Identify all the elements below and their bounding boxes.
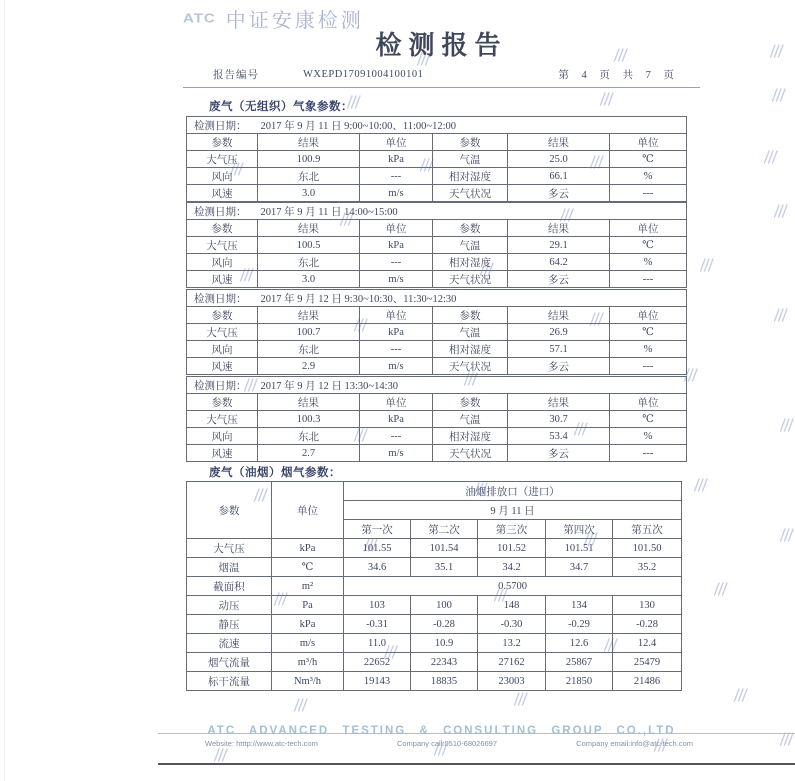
data-cell: 100.3: [258, 411, 360, 428]
column-header: 参数: [187, 307, 258, 324]
detect-date-row: [187, 117, 687, 134]
data-cell: 25.0: [508, 151, 610, 168]
value-cell: 101.52: [478, 539, 546, 558]
value-cell: 34.6: [344, 558, 411, 577]
value-cell: 101.54: [411, 539, 478, 558]
data-cell: 气温: [433, 151, 508, 168]
column-header: 结果: [258, 307, 360, 324]
smoke-data-row: [187, 577, 682, 596]
value-cell: 100: [411, 596, 478, 615]
data-cell: 东北: [258, 168, 360, 185]
smoke-data-row: [187, 672, 682, 691]
data-cell: 风速: [187, 185, 258, 202]
value-cell: 148: [478, 596, 546, 615]
smoke-header-row-1: [187, 482, 682, 501]
data-cell: 多云: [508, 185, 610, 202]
data-cell: ---: [610, 185, 687, 202]
data-cell: 大气压: [187, 237, 258, 254]
data-cell: %: [610, 168, 687, 185]
weather-data-row: [187, 254, 687, 271]
value-cell: 21850: [546, 672, 613, 691]
weather-table-1: [186, 116, 687, 202]
page-bottom-edge: [158, 763, 795, 765]
data-cell: %: [610, 254, 687, 271]
value-cell: 130: [613, 596, 682, 615]
watermark-icon: [770, 88, 787, 107]
detect-date-cell: [187, 290, 687, 307]
column-header: 结果: [258, 134, 360, 151]
weather-table-4: [186, 376, 687, 462]
param-cell: 大气压: [187, 539, 272, 558]
logo-company-name: 中证安康检测: [225, 10, 364, 32]
value-cell: -0.28: [613, 615, 682, 634]
trial-header: 第一次: [344, 520, 411, 539]
footer-website: Website: htttp://www.atc-tech.com: [205, 739, 318, 748]
column-header: 单位: [360, 220, 433, 237]
column-header: 参数: [187, 134, 258, 151]
unit-cell: kPa: [272, 539, 344, 558]
footer-email: Company email:info@atc-tech.com: [576, 739, 693, 748]
footer-contacts: [205, 739, 693, 748]
smoke-data-row: [187, 615, 682, 634]
detect-date-cell: [187, 117, 687, 134]
date-header: 9 月 11 日: [344, 501, 682, 520]
detect-date-row: [187, 290, 687, 307]
column-header: 单位: [610, 394, 687, 411]
data-cell: kPa: [360, 324, 433, 341]
watermark-icon: [778, 528, 795, 547]
param-cell: 烟温: [187, 558, 272, 577]
data-cell: ℃: [610, 237, 687, 254]
column-header: 结果: [508, 134, 610, 151]
weather-data-row: [187, 358, 687, 375]
page-title: 检测报告: [375, 31, 508, 60]
data-cell: 26.9: [508, 324, 610, 341]
weather-data-row: [187, 168, 687, 185]
weather-data-row: [187, 445, 687, 462]
atc-logo-icon: ATC: [183, 11, 216, 26]
data-cell: m/s: [360, 445, 433, 462]
smoke-gas-table: [186, 481, 682, 691]
value-cell: 101.55: [344, 539, 411, 558]
unit-cell: Nm³/h: [272, 672, 344, 691]
trial-header: 第二次: [411, 520, 478, 539]
smoke-data-row: [187, 653, 682, 672]
smoke-data-row: [187, 558, 682, 577]
weather-data-row: [187, 428, 687, 445]
footer-company-name: ATC ADVANCED TESTING & CONSULTING GROUP CO.,LTD: [207, 725, 676, 737]
watermark-icon: [778, 418, 795, 437]
data-cell: 30.7: [508, 411, 610, 428]
data-cell: 100.7: [258, 324, 360, 341]
unit-cell: kPa: [272, 615, 344, 634]
column-header: 结果: [258, 220, 360, 237]
data-cell: 风向: [187, 341, 258, 358]
data-cell: ℃: [610, 411, 687, 428]
smoke-data-row: [187, 634, 682, 653]
detect-date-row: [187, 203, 687, 220]
scan-edge-line: [4, 0, 5, 781]
data-cell: 气温: [433, 324, 508, 341]
data-cell: 风向: [187, 168, 258, 185]
weather-header-row: [187, 220, 687, 237]
value-cell: -0.30: [478, 615, 546, 634]
data-cell: 100.9: [258, 151, 360, 168]
weather-data-row: [187, 324, 687, 341]
data-cell: 57.1: [508, 341, 610, 358]
data-cell: %: [610, 341, 687, 358]
value-cell: 35.1: [411, 558, 478, 577]
column-header-param: 参数: [187, 482, 272, 539]
data-cell: 东北: [258, 428, 360, 445]
data-cell: 2.7: [258, 445, 360, 462]
column-header: 单位: [610, 220, 687, 237]
value-cell: 103: [344, 596, 411, 615]
trial-header: 第五次: [613, 520, 682, 539]
report-number-label: 报告编号: [213, 69, 259, 81]
value-cell: 22652: [344, 653, 411, 672]
data-cell: ---: [360, 428, 433, 445]
data-cell: m/s: [360, 185, 433, 202]
footer-phone: Company call:0510-68026697: [396, 739, 498, 748]
watermark-icon: [692, 478, 709, 497]
data-cell: %: [610, 428, 687, 445]
detect-date-value: 2017 年 9 月 11 日 9:00~10:00、11:00~12:00: [260, 120, 457, 132]
data-cell: 大气压: [187, 151, 258, 168]
data-cell: ---: [360, 341, 433, 358]
detect-date-row: [187, 377, 687, 394]
data-cell: 64.2: [508, 254, 610, 271]
report-number-value: WXEPD17091004100101: [303, 68, 424, 80]
value-cell: 34.7: [546, 558, 613, 577]
watermark-icon: [698, 258, 715, 277]
value-cell: 11.0: [344, 634, 411, 653]
data-cell: 29.1: [508, 237, 610, 254]
unit-cell: ℃: [272, 558, 344, 577]
data-cell: 大气压: [187, 324, 258, 341]
data-cell: 3.0: [258, 271, 360, 288]
data-cell: ---: [610, 445, 687, 462]
unit-cell: m/s: [272, 634, 344, 653]
data-cell: 相对湿度: [433, 428, 508, 445]
weather-header-row: [187, 134, 687, 151]
report-number-row: [183, 61, 700, 88]
column-header: 单位: [610, 134, 687, 151]
watermark-icon: [772, 308, 789, 327]
data-cell: 多云: [508, 445, 610, 462]
data-cell: 东北: [258, 341, 360, 358]
watermark-icon: [732, 688, 749, 707]
value-cell: 13.2: [478, 634, 546, 653]
param-cell: 烟气流量: [187, 653, 272, 672]
data-cell: ---: [610, 271, 687, 288]
value-cell: 134: [546, 596, 613, 615]
column-header: 结果: [508, 307, 610, 324]
data-cell: 53.4: [508, 428, 610, 445]
value-cell: -0.31: [344, 615, 411, 634]
data-cell: 多云: [508, 358, 610, 375]
weather-data-row: [187, 151, 687, 168]
watermark-icon: [292, 698, 309, 717]
value-cell: 101.50: [613, 539, 682, 558]
data-cell: ---: [360, 168, 433, 185]
trial-header: 第四次: [546, 520, 613, 539]
column-header: 参数: [187, 220, 258, 237]
detect-date-label: 检测日期：: [194, 120, 247, 132]
data-cell: 气温: [433, 411, 508, 428]
column-header: 结果: [258, 394, 360, 411]
data-cell: kPa: [360, 151, 433, 168]
weather-header-row: [187, 394, 687, 411]
unit-cell: m³/h: [272, 653, 344, 672]
data-cell: 100.5: [258, 237, 360, 254]
column-header: 结果: [508, 394, 610, 411]
param-cell: 动压: [187, 596, 272, 615]
data-cell: kPa: [360, 411, 433, 428]
detect-date-value: 2017 年 9 月 12 日 13:30~14:30: [260, 380, 399, 392]
column-header: 单位: [360, 394, 433, 411]
data-cell: 天气状况: [433, 271, 508, 288]
value-cell: 12.6: [546, 634, 613, 653]
value-cell: -0.28: [411, 615, 478, 634]
data-cell: 多云: [508, 271, 610, 288]
data-cell: m/s: [360, 271, 433, 288]
data-cell: 相对湿度: [433, 168, 508, 185]
data-cell: 3.0: [258, 185, 360, 202]
value-cell: 25479: [613, 653, 682, 672]
data-cell: ---: [610, 358, 687, 375]
outlet-header: 油烟排放口（进口）: [344, 482, 682, 501]
watermark-icon: [762, 150, 779, 169]
weather-table-3: [186, 289, 687, 375]
weather-table-2: [186, 202, 687, 288]
data-cell: 东北: [258, 254, 360, 271]
smoke-data-row: [187, 539, 682, 558]
value-cell: 12.4: [613, 634, 682, 653]
weather-data-row: [187, 411, 687, 428]
watermark-icon: [768, 44, 785, 63]
value-cell: 34.2: [478, 558, 546, 577]
value-cell: 22343: [411, 653, 478, 672]
data-cell: kPa: [360, 237, 433, 254]
unit-cell: Pa: [272, 596, 344, 615]
value-cell: 35.2: [613, 558, 682, 577]
data-cell: 天气状况: [433, 185, 508, 202]
weather-header-row: [187, 307, 687, 324]
section2-title: 废气（油烟）烟气参数：: [209, 467, 341, 479]
value-cell: 21486: [613, 672, 682, 691]
data-cell: ---: [360, 254, 433, 271]
value-cell: 101.51: [546, 539, 613, 558]
value-cell: 27162: [478, 653, 546, 672]
data-cell: ℃: [610, 324, 687, 341]
page-number-info: 第 4 页 共 7 页: [558, 69, 674, 81]
column-header: 参数: [433, 134, 508, 151]
data-cell: 气温: [433, 237, 508, 254]
column-header: 单位: [610, 307, 687, 324]
data-cell: m/s: [360, 358, 433, 375]
weather-data-row: [187, 185, 687, 202]
value-cell: 23003: [478, 672, 546, 691]
data-cell: 大气压: [187, 411, 258, 428]
data-cell: 风向: [187, 254, 258, 271]
column-header: 参数: [433, 307, 508, 324]
smoke-data-row: [187, 596, 682, 615]
data-cell: 相对湿度: [433, 341, 508, 358]
data-cell: 66.1: [508, 168, 610, 185]
detect-date-cell: [187, 377, 687, 394]
data-cell: 风速: [187, 445, 258, 462]
weather-data-row: [187, 341, 687, 358]
param-cell: 标干流量: [187, 672, 272, 691]
detect-date-label: 检测日期：: [194, 293, 247, 305]
data-cell: 2.9: [258, 358, 360, 375]
column-header: 单位: [360, 307, 433, 324]
value-cell: 25867: [546, 653, 613, 672]
weather-data-row: [187, 271, 687, 288]
detect-date-value: 2017 年 9 月 11 日 14:00~15:00: [260, 206, 398, 218]
column-header: 单位: [360, 134, 433, 151]
watermark-icon: [598, 92, 615, 111]
column-header: 结果: [508, 220, 610, 237]
param-cell: 静压: [187, 615, 272, 634]
data-cell: 相对湿度: [433, 254, 508, 271]
value-cell: -0.29: [546, 615, 613, 634]
column-header: 参数: [433, 394, 508, 411]
detect-date-label: 检测日期：: [194, 380, 247, 392]
detect-date-value: 2017 年 9 月 12 日 9:30~10:30、11:30~12:30: [260, 293, 457, 305]
data-cell: 风向: [187, 428, 258, 445]
detect-date-label: 检测日期：: [194, 206, 247, 218]
value-cell: 18835: [411, 672, 478, 691]
value-cell: 10.9: [411, 634, 478, 653]
param-cell: 流速: [187, 634, 272, 653]
weather-data-row: [187, 237, 687, 254]
data-cell: 天气状况: [433, 445, 508, 462]
trial-header: 第三次: [478, 520, 546, 539]
unit-cell: m²: [272, 577, 344, 596]
detect-date-cell: [187, 203, 687, 220]
column-header: 参数: [433, 220, 508, 237]
watermark-icon: [512, 692, 529, 711]
column-header-unit: 单位: [272, 482, 344, 539]
section1-title: 废气（无组织）气象参数：: [209, 101, 353, 113]
watermark-icon: [712, 582, 729, 601]
data-cell: 天气状况: [433, 358, 508, 375]
value-cell: 19143: [344, 672, 411, 691]
data-cell: ℃: [610, 151, 687, 168]
data-cell: 风速: [187, 271, 258, 288]
watermark-icon: [778, 732, 795, 751]
watermark-icon: [772, 204, 789, 223]
merged-value-cell: 0.5700: [344, 577, 682, 596]
column-header: 参数: [187, 394, 258, 411]
param-cell: 截面积: [187, 577, 272, 596]
data-cell: 风速: [187, 358, 258, 375]
